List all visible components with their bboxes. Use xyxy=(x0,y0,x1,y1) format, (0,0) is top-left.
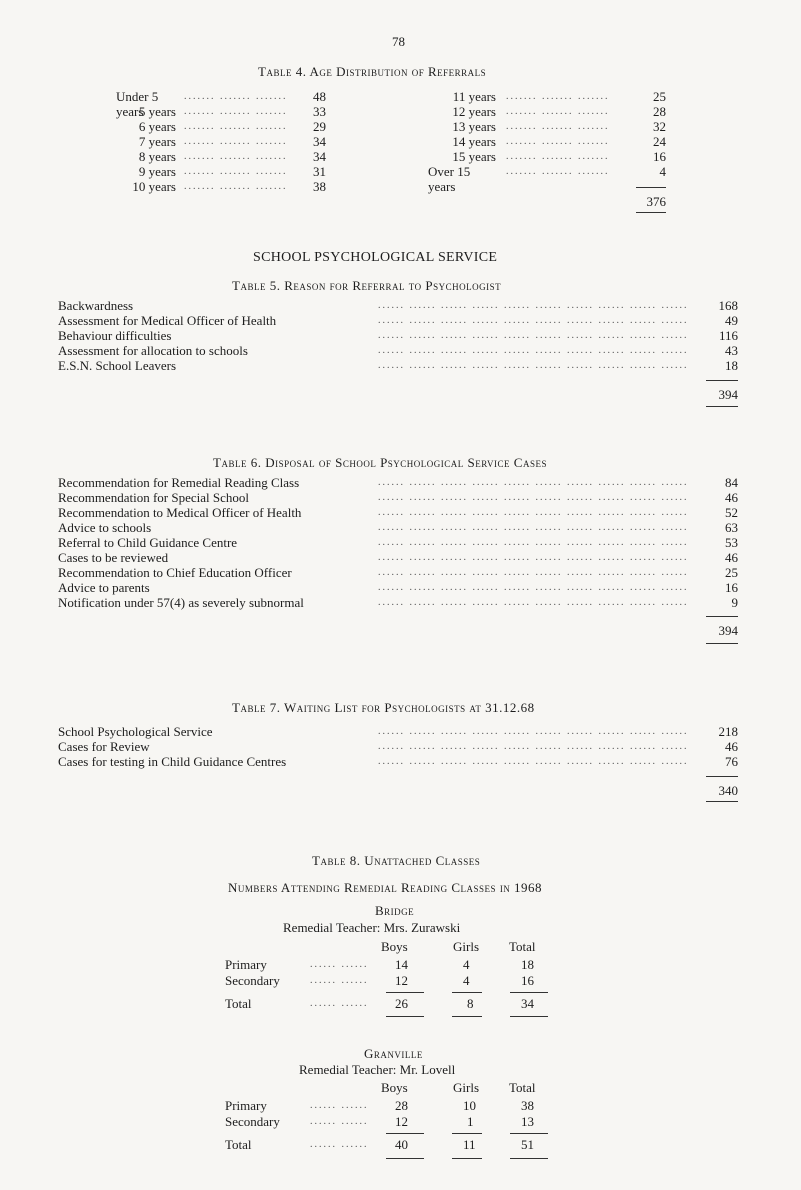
table4-row: 12 years ....... ....... ....... 28 xyxy=(452,104,666,119)
table4-row: 5 years ....... ....... ....... 33 xyxy=(138,104,326,119)
bridge-rule-girls xyxy=(452,992,482,993)
granville-underline-girls xyxy=(452,1158,482,1159)
table4-row: 14 years ....... ....... ....... 24 xyxy=(452,134,666,149)
table7-total: 340 xyxy=(718,783,738,798)
table7-title: Table 7. Waiting List for Psychologists at 31.12.68 xyxy=(232,700,535,715)
granville-header-row xyxy=(225,1080,555,1096)
table6-row: Advice to schools ...... ...... ...... ...... ...... ...... ...... ...... ...... ...... 63 xyxy=(58,520,738,535)
bridge-underline-boys xyxy=(386,1016,424,1017)
table4-row: 8 years ....... ....... ....... 34 xyxy=(138,149,326,164)
page-number: 78 xyxy=(392,34,405,49)
table4-row: 9 years ....... ....... ....... 31 xyxy=(138,164,326,179)
granville-row: Primary ...... ...... 28 10 38 xyxy=(225,1098,534,1113)
granville-teacher: Remedial Teacher: Mr. Lovell xyxy=(299,1062,456,1077)
table7-row: Cases for Review ...... ...... ...... ...... ...... ...... ...... ...... ...... ...... 46 xyxy=(58,739,738,754)
bridge-rule-boys xyxy=(386,992,424,993)
table6-row: Advice to parents ...... ...... ...... ...... ...... ...... ...... ...... ...... ...... 16 xyxy=(58,580,738,595)
table6-row: Recommendation to Medical Officer of Health ...... ...... ...... ...... ...... ...... ...... ...... ...... ...... 52 xyxy=(58,505,738,520)
bridge-rule-total xyxy=(510,992,548,993)
table4-row: 15 years ....... ....... ....... 16 xyxy=(452,149,666,164)
table5-row: Backwardness ...... ...... ...... ...... ...... ...... ...... ...... ...... ...... 168 xyxy=(58,298,738,313)
granville-row: Secondary ...... ...... 12 1 13 xyxy=(225,1114,534,1129)
granville-heading: Granville xyxy=(364,1046,423,1061)
table6-total-underline xyxy=(706,643,738,644)
table4-row: 7 years ....... ....... ....... 34 xyxy=(138,134,326,149)
table4-row: 6 years ....... ....... ....... 29 xyxy=(138,119,326,134)
table4-row: 10 years ....... ....... ....... 38 xyxy=(132,179,326,194)
table4-row: 13 years ....... ....... ....... 32 xyxy=(452,119,666,134)
granville-rule-girls xyxy=(452,1133,482,1134)
table5-row: E.S.N. School Leavers ...... ...... ...... ...... ...... ...... ...... ...... ...... ...... 18 xyxy=(58,358,738,373)
table6-row: Recommendation for Special School ...... ...... ...... ...... ...... ...... ...... ...... ...... ...... 46 xyxy=(58,490,738,505)
table7-row: Cases for testing in Child Guidance Centres ...... ...... ...... ...... ...... ...... ...... ...... ...... ...... 76 xyxy=(58,754,738,769)
table5-total-underline xyxy=(706,406,738,407)
bridge-row: Secondary ...... ...... 12 4 16 xyxy=(225,973,534,988)
granville-underline-total xyxy=(510,1158,548,1159)
header-total: Total xyxy=(509,1080,536,1095)
table4-total-underline xyxy=(636,212,666,213)
table5-total-rule xyxy=(706,380,738,381)
table6-row: Referral to Child Guidance Centre ...... ...... ...... ...... ...... ...... ...... ...... ...... ...... 53 xyxy=(58,535,738,550)
table4-title: Table 4. Age Distribution of Referrals xyxy=(258,64,487,79)
table5-row: Assessment for allocation to schools ...... ...... ...... ...... ...... ...... ...... ...... ...... ...... 43 xyxy=(58,343,738,358)
table4-row: 11 years ....... ....... ....... 25 xyxy=(452,89,666,104)
bridge-heading: Bridge xyxy=(375,903,415,918)
table8-subtitle: Numbers Attending Remedial Reading Classes in 1968 xyxy=(228,880,543,895)
header-total: Total xyxy=(509,939,536,954)
table6-row: Cases to be reviewed ...... ...... ...... ...... ...... ...... ...... ...... ...... ...... 46 xyxy=(58,550,738,565)
table6-row: Recommendation for Remedial Reading Class ...... ...... ...... ...... ...... ...... ...... ...... ...... ...... 84 xyxy=(58,475,738,490)
table6-row: Recommendation to Chief Education Officer ...... ...... ...... ...... ...... ...... ...... ...... ...... ...... 25 xyxy=(58,565,738,580)
table6-total-rule xyxy=(706,616,738,617)
table4-total-rule xyxy=(636,187,666,188)
section-heading: SCHOOL PSYCHOLOGICAL SERVICE xyxy=(253,250,498,265)
table5-row: Behaviour difficulties ...... ...... ...... ...... ...... ...... ...... ...... ...... ...... 116 xyxy=(58,328,738,343)
table6-row: Notification under 57(4) as severely subnormal ...... ...... ...... ...... ...... ...... ...... ...... ...... ...... 9 xyxy=(58,595,738,610)
table5-row: Assessment for Medical Officer of Health ...... ...... ...... ...... ...... ...... ...... ...... ...... ...... 49 xyxy=(58,313,738,328)
table8-title: Table 8. Unattached Classes xyxy=(312,853,481,868)
table5-title: Table 5. Reason for Referral to Psychologist xyxy=(232,278,502,293)
bridge-row: Primary ...... ...... 14 4 18 xyxy=(225,957,534,972)
table4-total: 376 xyxy=(646,194,666,209)
table5-total: 394 xyxy=(718,387,738,402)
table6-total: 394 xyxy=(718,623,738,638)
granville-total-row: Total ...... ...... 40 11 51 xyxy=(225,1137,534,1152)
header-girls: Girls xyxy=(453,1080,479,1095)
table7-total-underline xyxy=(706,801,738,802)
bridge-underline-girls xyxy=(452,1016,482,1017)
header-boys: Boys xyxy=(381,939,408,954)
table7-total-rule xyxy=(706,776,738,777)
granville-rule-boys xyxy=(386,1133,424,1134)
bridge-total-row: Total ...... ...... 26 8 34 xyxy=(225,996,534,1011)
table4-row: Over 15 years ....... ....... ....... 4 xyxy=(428,164,666,194)
bridge-underline-total xyxy=(510,1016,548,1017)
granville-underline-boys xyxy=(386,1158,424,1159)
granville-rule-total xyxy=(510,1133,548,1134)
table4-row: Under 5 years ....... ....... ....... 48 xyxy=(116,89,326,119)
bridge-header-row xyxy=(225,939,555,955)
table7-row: School Psychological Service ...... ...... ...... ...... ...... ...... ...... ...... ...... ...... 218 xyxy=(58,724,738,739)
bridge-teacher: Remedial Teacher: Mrs. Zurawski xyxy=(283,920,461,935)
table6-title: Table 6. Disposal of School Psychological Service Cases xyxy=(213,455,547,470)
header-girls: Girls xyxy=(453,939,479,954)
header-boys: Boys xyxy=(381,1080,408,1095)
